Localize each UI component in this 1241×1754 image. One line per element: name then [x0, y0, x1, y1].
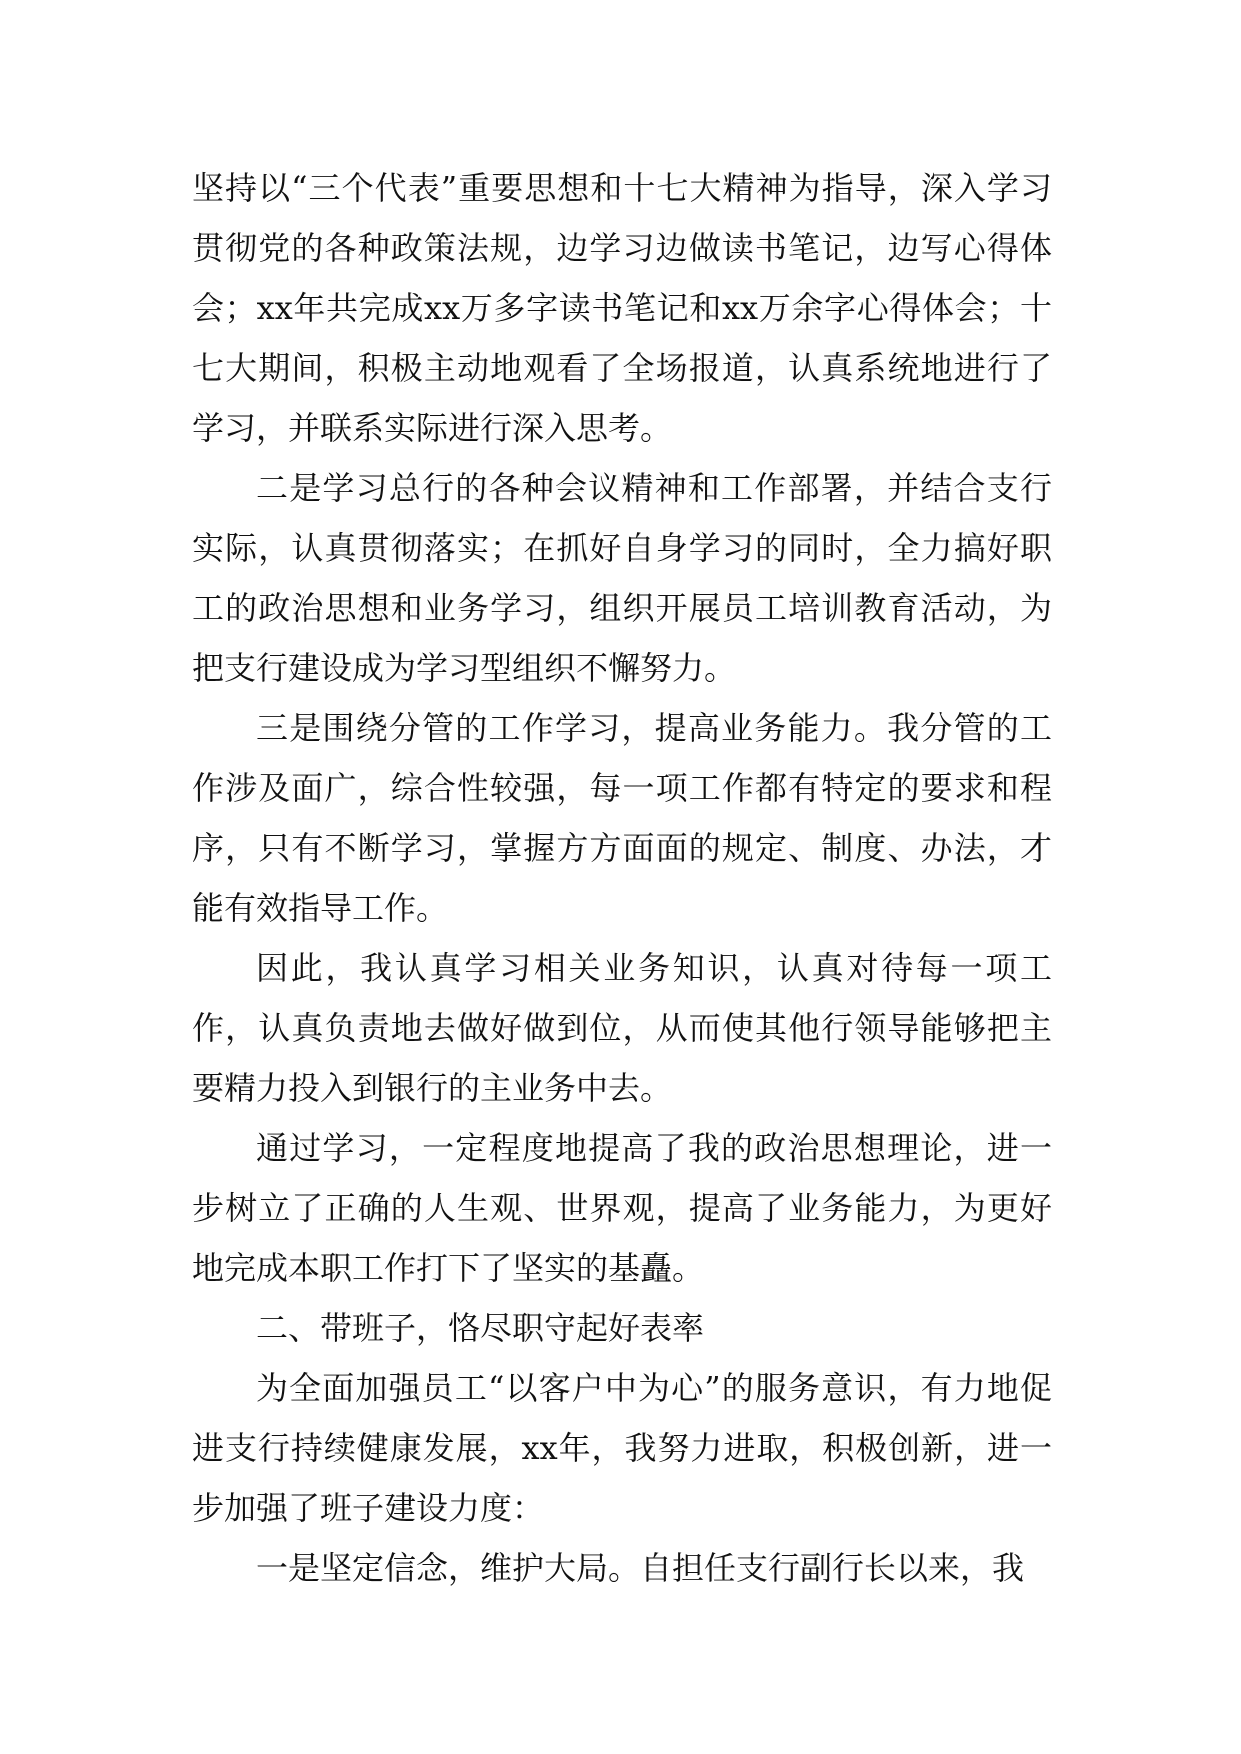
paragraph-customer-service: 为全面加强员工“以客户中为心”的服务意识，有力地促进支行持续健康发展，xx年，我努力进取，积极创新，进一步加强了班子建设力度： — [192, 1369, 1052, 1527]
paragraph-through-study: 通过学习，一定程度地提高了我的政治思想理论，进一步树立了正确的人生观、世界观，提高了业务能力，为更好地完成本职工作打下了坚实的基矗。 — [192, 1129, 1052, 1287]
paragraph-second-point-head-office: 二是学习总行的各种会议精神和工作部署，并结合支行实际，认真贯彻落实；在抓好自身学习的同时，全力搞好职工的政治思想和业务学习，组织开展员工培训教育活动，为把支行建设成为学习型组织不懈努力。 — [192, 469, 1052, 687]
paragraph-study-guidance: 坚持以“三个代表”重要思想和十七大精神为指导，深入学习贯彻党的各种政策法规，边学习边做读书笔记，边写心得体会；xx年共完成xx万多字读书笔记和xx万余字心得体会；十七大期间，积极主动地观看了全场报道，认真系统地进行了学习，并联系实际进行深入思考。 — [192, 169, 1052, 447]
paragraph-third-point-business: 三是围绕分管的工作学习，提高业务能力。我分管的工作涉及面广，综合性较强，每一项工作都有特定的要求和程序，只有不断学习，掌握方方面面的规定、制度、办法，才能有效指导工作。 — [192, 709, 1052, 927]
document-body — [192, 158, 1052, 1598]
paragraph-firm-belief: 一是坚定信念，维护大局。自担任支行副行长以来，我 — [256, 1549, 1025, 1587]
paragraph-therefore: 因此，我认真学习相关业务知识，认真对待每一项工作，认真负责地去做好做到位，从而使其他行领导能够把主要精力投入到银行的主业务中去。 — [192, 949, 1052, 1107]
section-heading-team-leadership: 二、带班子，恪尽职守起好表率 — [256, 1309, 705, 1347]
